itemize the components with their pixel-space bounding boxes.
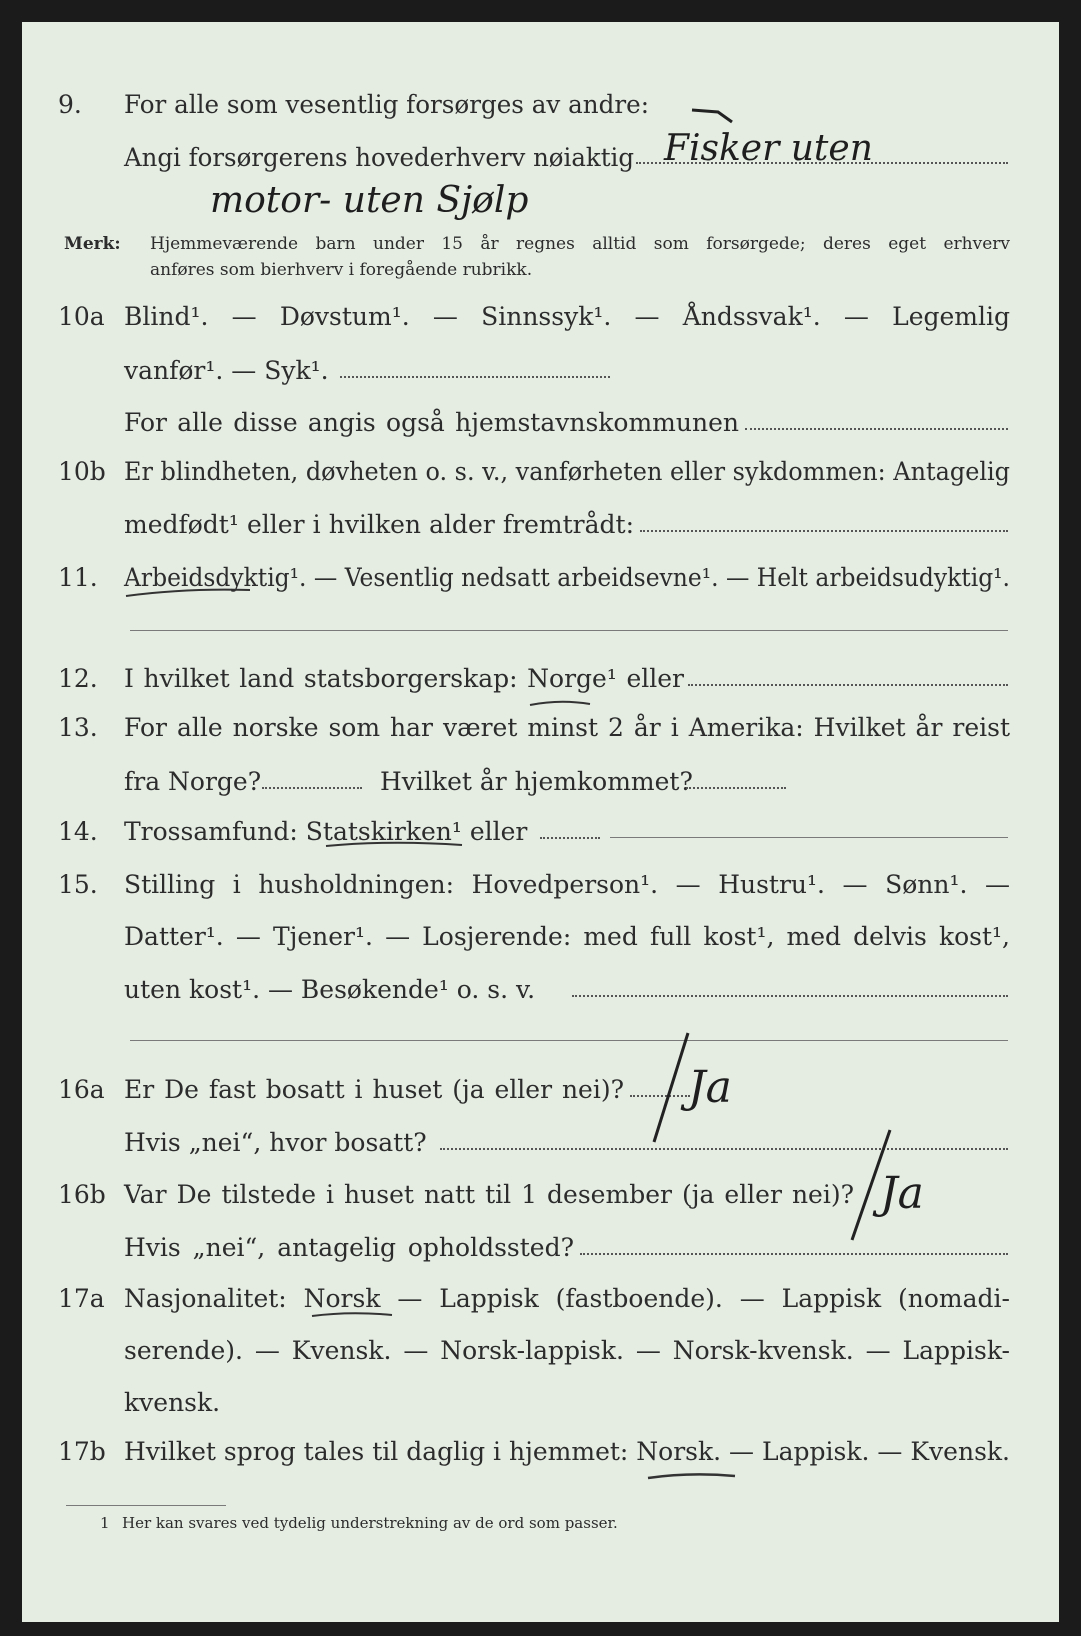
q17b-number: 17b [58,1437,106,1466]
q12-line1: I hvilket land statsborgerskap: Norge¹ eller [124,664,684,693]
q16b-number: 16b [58,1180,106,1209]
q15-line2: Datter¹. — Tjener¹. — Losjerende: med full kost¹, med delvis kost¹, [124,922,1010,951]
q16a-handwritten-answer: Ja [688,1062,732,1113]
q10b-line2: medfødt¹ eller i hvilken alder fremtrådt: [124,510,634,539]
q12-number: 12. [58,664,98,693]
q13-line2a: fra Norge? [124,767,262,796]
q17b-line1: Hvilket sprog tales til daglig i hjemmet: Norsk. — Lappisk. — Kvensk. [124,1437,1010,1466]
q10a-line2: vanfør¹. — Syk¹. [124,356,329,385]
q10a-line3: For alle disse angis også hjemstavnskommunen [124,408,739,437]
merk-label: Merk: [64,234,121,254]
q15-line3: uten kost¹. — Besøkende¹ o. s. v. [124,975,536,1004]
q10a-line1: Blind¹. — Døvstum¹. — Sinnssyk¹. — Åndssvak¹. — Legemlig [124,302,1010,331]
q9-dash-mark [692,110,732,122]
footnote-mark: 1 [100,1514,110,1532]
q10a-number: 10a [58,302,105,331]
q9-handwritten-answer-1: Fisker uten [664,128,873,169]
q9-line2: Angi forsørgerens hovederhverv nøiaktig [124,143,634,172]
norge-underline [530,702,590,705]
q15-line1: Stilling i husholdningen: Hovedperson¹. — Hustru¹. — Sønn¹. — [124,870,1010,899]
q16b-line2: Hvis „nei“, antagelig opholdssted? [124,1233,574,1262]
footnote-text: Her kan svares ved tydelig understrekning av de ord som passer. [122,1514,618,1532]
q13-line2b: Hvilket år hjemkommet? [380,767,693,796]
merk-line2: anføres som bierhverv i foregående rubrikk. [150,260,533,280]
q13-line1: For alle norske som har været minst 2 år i Amerika: Hvilket år reist [124,713,1010,742]
arbeidsdyktig-underline [126,590,250,596]
merk-line1: Hjemmeværende barn under 15 år regnes alltid som forsørgede; deres eget erhverv [150,234,1010,254]
q16a-ja-stroke [654,1033,688,1142]
q15-number: 15. [58,870,98,899]
q16a-line2: Hvis „nei“, hvor bosatt? [124,1128,427,1157]
q9-line1: For alle som vesentlig forsørges av andre: [124,90,649,119]
q17a-line1: Nasjonalitet: Norsk — Lappisk (fastboende). — Lappisk (nomadi- [124,1284,1010,1313]
q13-number: 13. [58,713,98,742]
norsk-17b-underline [648,1474,735,1478]
q9-number: 9. [58,90,82,119]
q11-number: 11. [58,563,98,592]
q16b-handwritten-answer: Ja [880,1168,924,1219]
q14-line1: Trossamfund: Statskirken¹ eller [124,817,528,846]
q17a-line2: serende). — Kvensk. — Norsk-lappisk. — Norsk-kvensk. — Lappisk- [124,1336,1010,1365]
q10b-number: 10b [58,457,106,486]
q16b-ja-stroke [852,1130,890,1240]
q17a-number: 17a [58,1284,105,1313]
statskirken-underline [326,843,462,846]
norsk-underline [312,1313,392,1316]
q17a-line3: kvensk. [124,1388,221,1417]
q11-line1: Arbeidsdyktig¹. — Vesentlig nedsatt arbeidsevne¹. — Helt arbeidsudyktig¹. [124,563,1010,592]
q10b-line1: Er blindheten, døvheten o. s. v., vanførheten eller sykdommen: Antagelig [124,457,1010,486]
q16b-line1: Var De tilstede i huset natt til 1 desember (ja eller nei)? [124,1180,854,1209]
q9-handwritten-answer-2: motor- uten Sjølp [210,180,529,221]
q14-number: 14. [58,817,98,846]
q16a-number: 16a [58,1075,105,1104]
q16a-line1: Er De fast bosatt i huset (ja eller nei)? [124,1075,624,1104]
